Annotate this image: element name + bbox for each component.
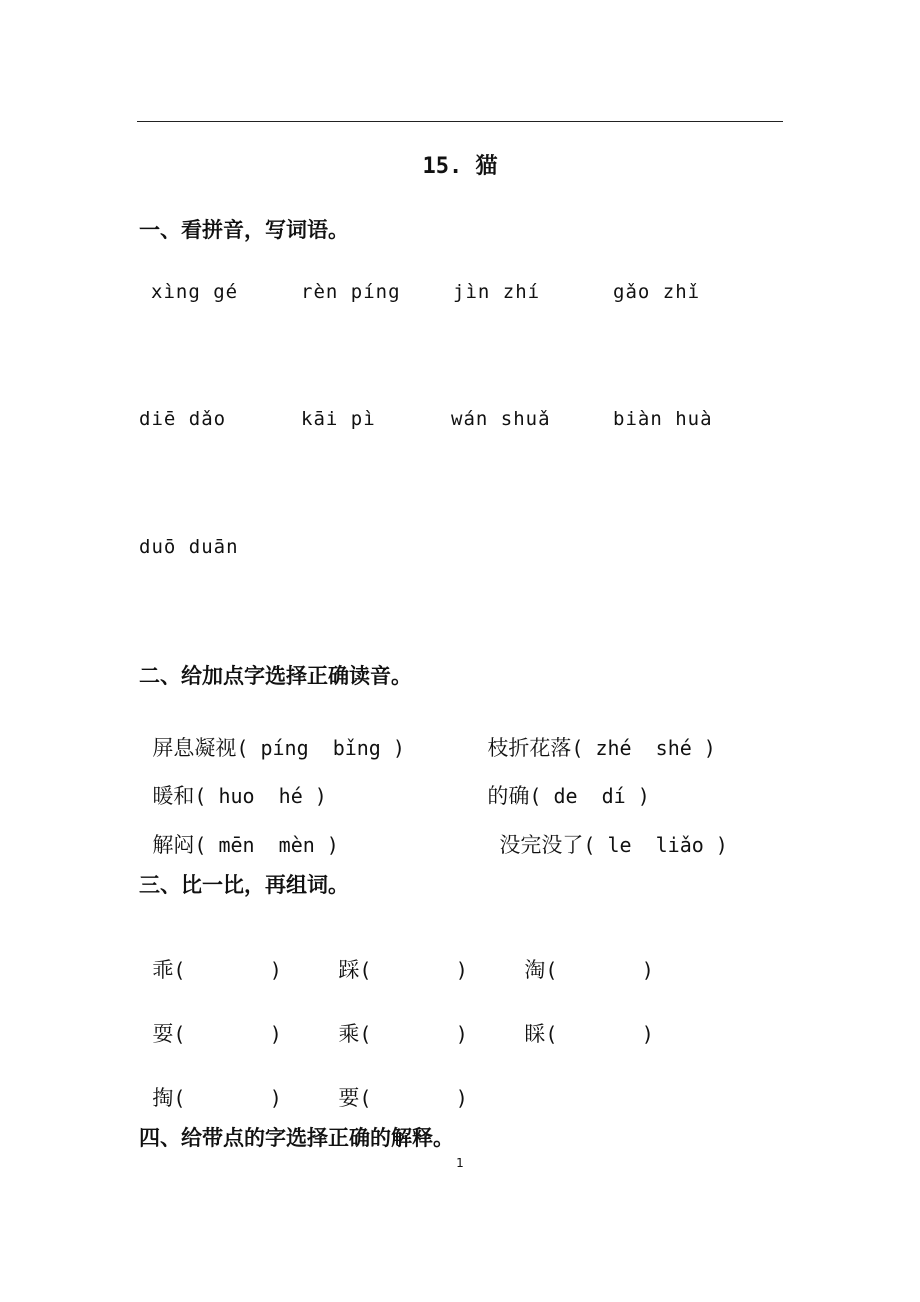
reading-options: ( mēn mèn ): [194, 833, 339, 857]
reading-word: 屏息凝视: [152, 736, 237, 760]
section-3-heading: 三、比一比，再组词。: [139, 873, 349, 897]
pinyin-item: duō duān: [139, 536, 239, 558]
section-2-heading: 二、给加点字选择正确读音。: [139, 664, 412, 688]
pinyin-item: gǎo zhǐ: [613, 281, 701, 303]
compare-char: 乘: [338, 1022, 360, 1046]
reading-options: ( huo hé ): [194, 784, 327, 808]
reading-options: ( píng bǐng ): [236, 736, 405, 760]
reading-item: [474, 756, 650, 810]
reading-word: 暖和: [152, 784, 195, 808]
compare-item: [139, 1058, 282, 1112]
blank: ( ): [545, 1022, 654, 1046]
pinyin-item: rèn píng: [301, 281, 401, 303]
blank: ( ): [173, 1086, 282, 1110]
reading-word: 没完没了: [499, 833, 584, 857]
pinyin-item: biàn huà: [613, 408, 713, 430]
compare-char: 耍: [152, 1022, 174, 1046]
compare-item: [325, 930, 468, 984]
reading-options: ( le liǎo ): [583, 833, 728, 857]
page-title: 15. 猫: [422, 154, 498, 179]
reading-word: 枝折花落: [487, 736, 572, 760]
reading-item: [486, 805, 728, 859]
reading-word: 解闷: [152, 833, 195, 857]
blank: ( ): [359, 958, 468, 982]
pinyin-item: diē dǎo: [139, 408, 227, 430]
compare-item: [511, 930, 654, 984]
compare-char: 乖: [152, 958, 174, 982]
compare-char: 要: [338, 1086, 360, 1110]
header-rule: [137, 121, 783, 122]
reading-item: [139, 708, 405, 762]
reading-item: [139, 805, 339, 859]
page-number: 1: [456, 1156, 464, 1170]
pinyin-item: kāi pì: [301, 408, 376, 430]
blank: ( ): [359, 1086, 468, 1110]
pinyin-item: xìng gé: [151, 281, 239, 303]
compare-item: [139, 994, 282, 1048]
reading-options: ( de dí ): [529, 784, 650, 808]
reading-options: ( zhé shé ): [571, 736, 716, 760]
compare-item: [325, 994, 468, 1048]
blank: ( ): [359, 1022, 468, 1046]
compare-item: [325, 1058, 468, 1112]
reading-item: [139, 756, 327, 810]
reading-word: 的确: [487, 784, 530, 808]
compare-char: 淘: [524, 958, 546, 982]
compare-char: 掏: [152, 1086, 174, 1110]
section-4-heading: 四、给带点的字选择正确的解释。: [139, 1126, 454, 1150]
reading-item: [474, 708, 716, 762]
pinyin-item: jìn zhí: [453, 281, 541, 303]
blank: ( ): [173, 1022, 282, 1046]
compare-char: 睬: [524, 1022, 546, 1046]
blank: ( ): [173, 958, 282, 982]
compare-char: 踩: [338, 958, 360, 982]
compare-item: [139, 930, 282, 984]
blank: ( ): [545, 958, 654, 982]
section-1-heading: 一、看拼音，写词语。: [139, 218, 349, 242]
compare-item: [511, 994, 654, 1048]
pinyin-item: wán shuǎ: [451, 408, 551, 430]
